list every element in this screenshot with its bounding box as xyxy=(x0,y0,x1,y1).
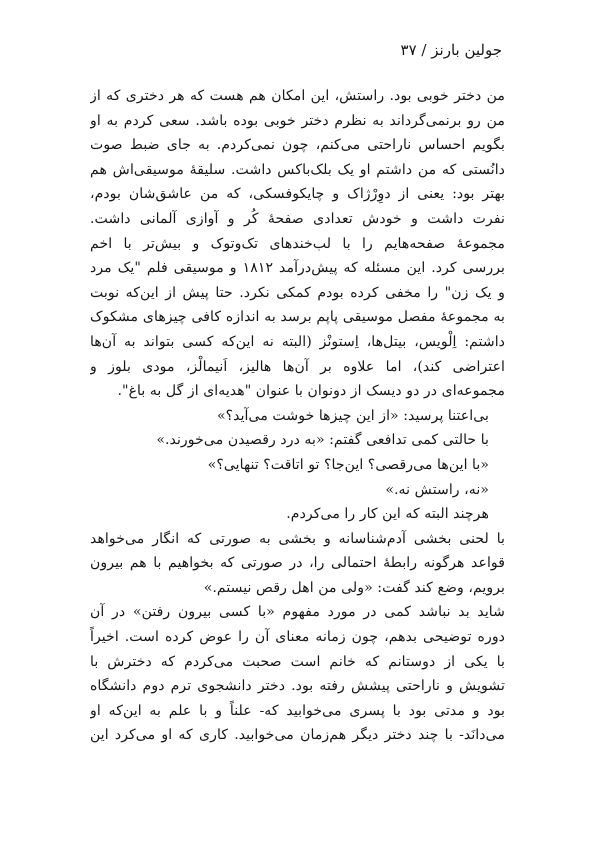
text-line: «با این‌ها می‌رقصی؟ این‌جا؟ تو اتاقت؟ تنهایی؟» xyxy=(207,456,489,473)
text-line: مجموعه‌ای در دو دیسک از دونوان با عنوان "هدیه‌ای از گل به باغ". xyxy=(117,383,505,400)
text-line: برویم، وضع کند گفت: «ولی من اهل رقص نیستم.» xyxy=(203,579,505,596)
text-line: اعتراضی کند)، اما علاوه بر آن‌ها هالیز، اَنیمالْز، مودی بلوز و xyxy=(90,358,505,375)
text-line: و یک زن" را مخفی کرده بودم کمکی نکرد. حتا پیش از این‌که نوبت xyxy=(90,284,505,301)
text-line: دوره توضیحی بدهم، چون زمانه معنای آن را عوض کرده است. اخیراً xyxy=(90,629,505,646)
text-line: مجموعهٔ صفحه‌هایم را با لب‌خندهای تک‌وتوک و بیش‌تر با اخم xyxy=(90,235,505,252)
text-line: من رو برنمی‌گرداند به نظرم دختر خوبی بوده باشد. سعی کردم به او xyxy=(90,112,505,129)
text-line: بگویم احساس ناراحتی می‌کنم، چون نمی‌کردم. به جای ضبط صوت xyxy=(90,137,505,154)
text-line: می‌دانَد- با چند دختر دیگر هم‌زمان می‌خوابید. کاری که او می‌کرد این xyxy=(90,727,505,744)
text-line: من دختر خوبی بود. راستش، این امکان هم هست که هر دختری که از xyxy=(90,88,505,104)
text-line: قواعد هرگونه رابطهٔ احتمالی را، در صورتی که بخواهیم با هم بیرون xyxy=(90,555,505,572)
text-line: با یکی از دوستانم که خانم است صحبت می‌کردم که دخترش با xyxy=(90,653,505,670)
text-line: داشتم: اِلْویس، بیتل‌ها، اِستونْز (البته نه این‌که کسی بتواند به آن‌ها xyxy=(90,333,505,350)
text-line: دانُستی که من داشتم او یک بلک‌باکس داشت. سلیقهٔ موسیقی‌اش هم xyxy=(90,161,505,178)
text-line: با حالتی کمی تدافعی گفتم: «به درد رقصیدن می‌خورند.» xyxy=(156,432,489,449)
text-line: شاید بد نباشد کمی در مورد مفهوم «با کسی بیرون رفتن» در آن xyxy=(90,604,505,621)
running-head: جولین بارنز / ۳۷ xyxy=(400,41,502,59)
text-line: تشویش و ناراحتی پیشش رفته بود. دختر دانشجوی ترم دوم دانشگاه xyxy=(90,678,505,695)
text-line: بررسی کرد. این مسئله که پیش‌درآمد ۱۸۱۲ و موسیقی فلم "یک مرد xyxy=(90,260,505,277)
text-line: هرچند البته که این کار را می‌کردم. xyxy=(286,506,489,523)
body-text xyxy=(90,84,505,748)
text-line: بود و مدتی بود با پسری می‌خوابید که- علناً و با علم به این‌که او xyxy=(90,702,505,719)
text-line: به مجموعهٔ مفصل موسیقی پاپم برسد به اندازه کافی چیزهای مشکوک xyxy=(90,309,505,326)
text-line: «نه، راستش نه.» xyxy=(385,481,489,498)
text-line: با لحنی بخشی آدم‌شناسانه و بخشی به صورتی که انگار می‌خواهد xyxy=(90,530,505,547)
text-line: بی‌اعتنا پرسید: «از این چیزها خوشت می‌آید؟» xyxy=(216,407,489,424)
text-line: نفرت داشت و خودش تعدادی صفحهٔ کُر و آوازی آلمانی داشت. xyxy=(90,210,505,227)
text-line: بهتر بود: یعنی از دوِرْژاک و چایکوفسکی، که من عاشق‌شان بودم، xyxy=(90,186,505,203)
